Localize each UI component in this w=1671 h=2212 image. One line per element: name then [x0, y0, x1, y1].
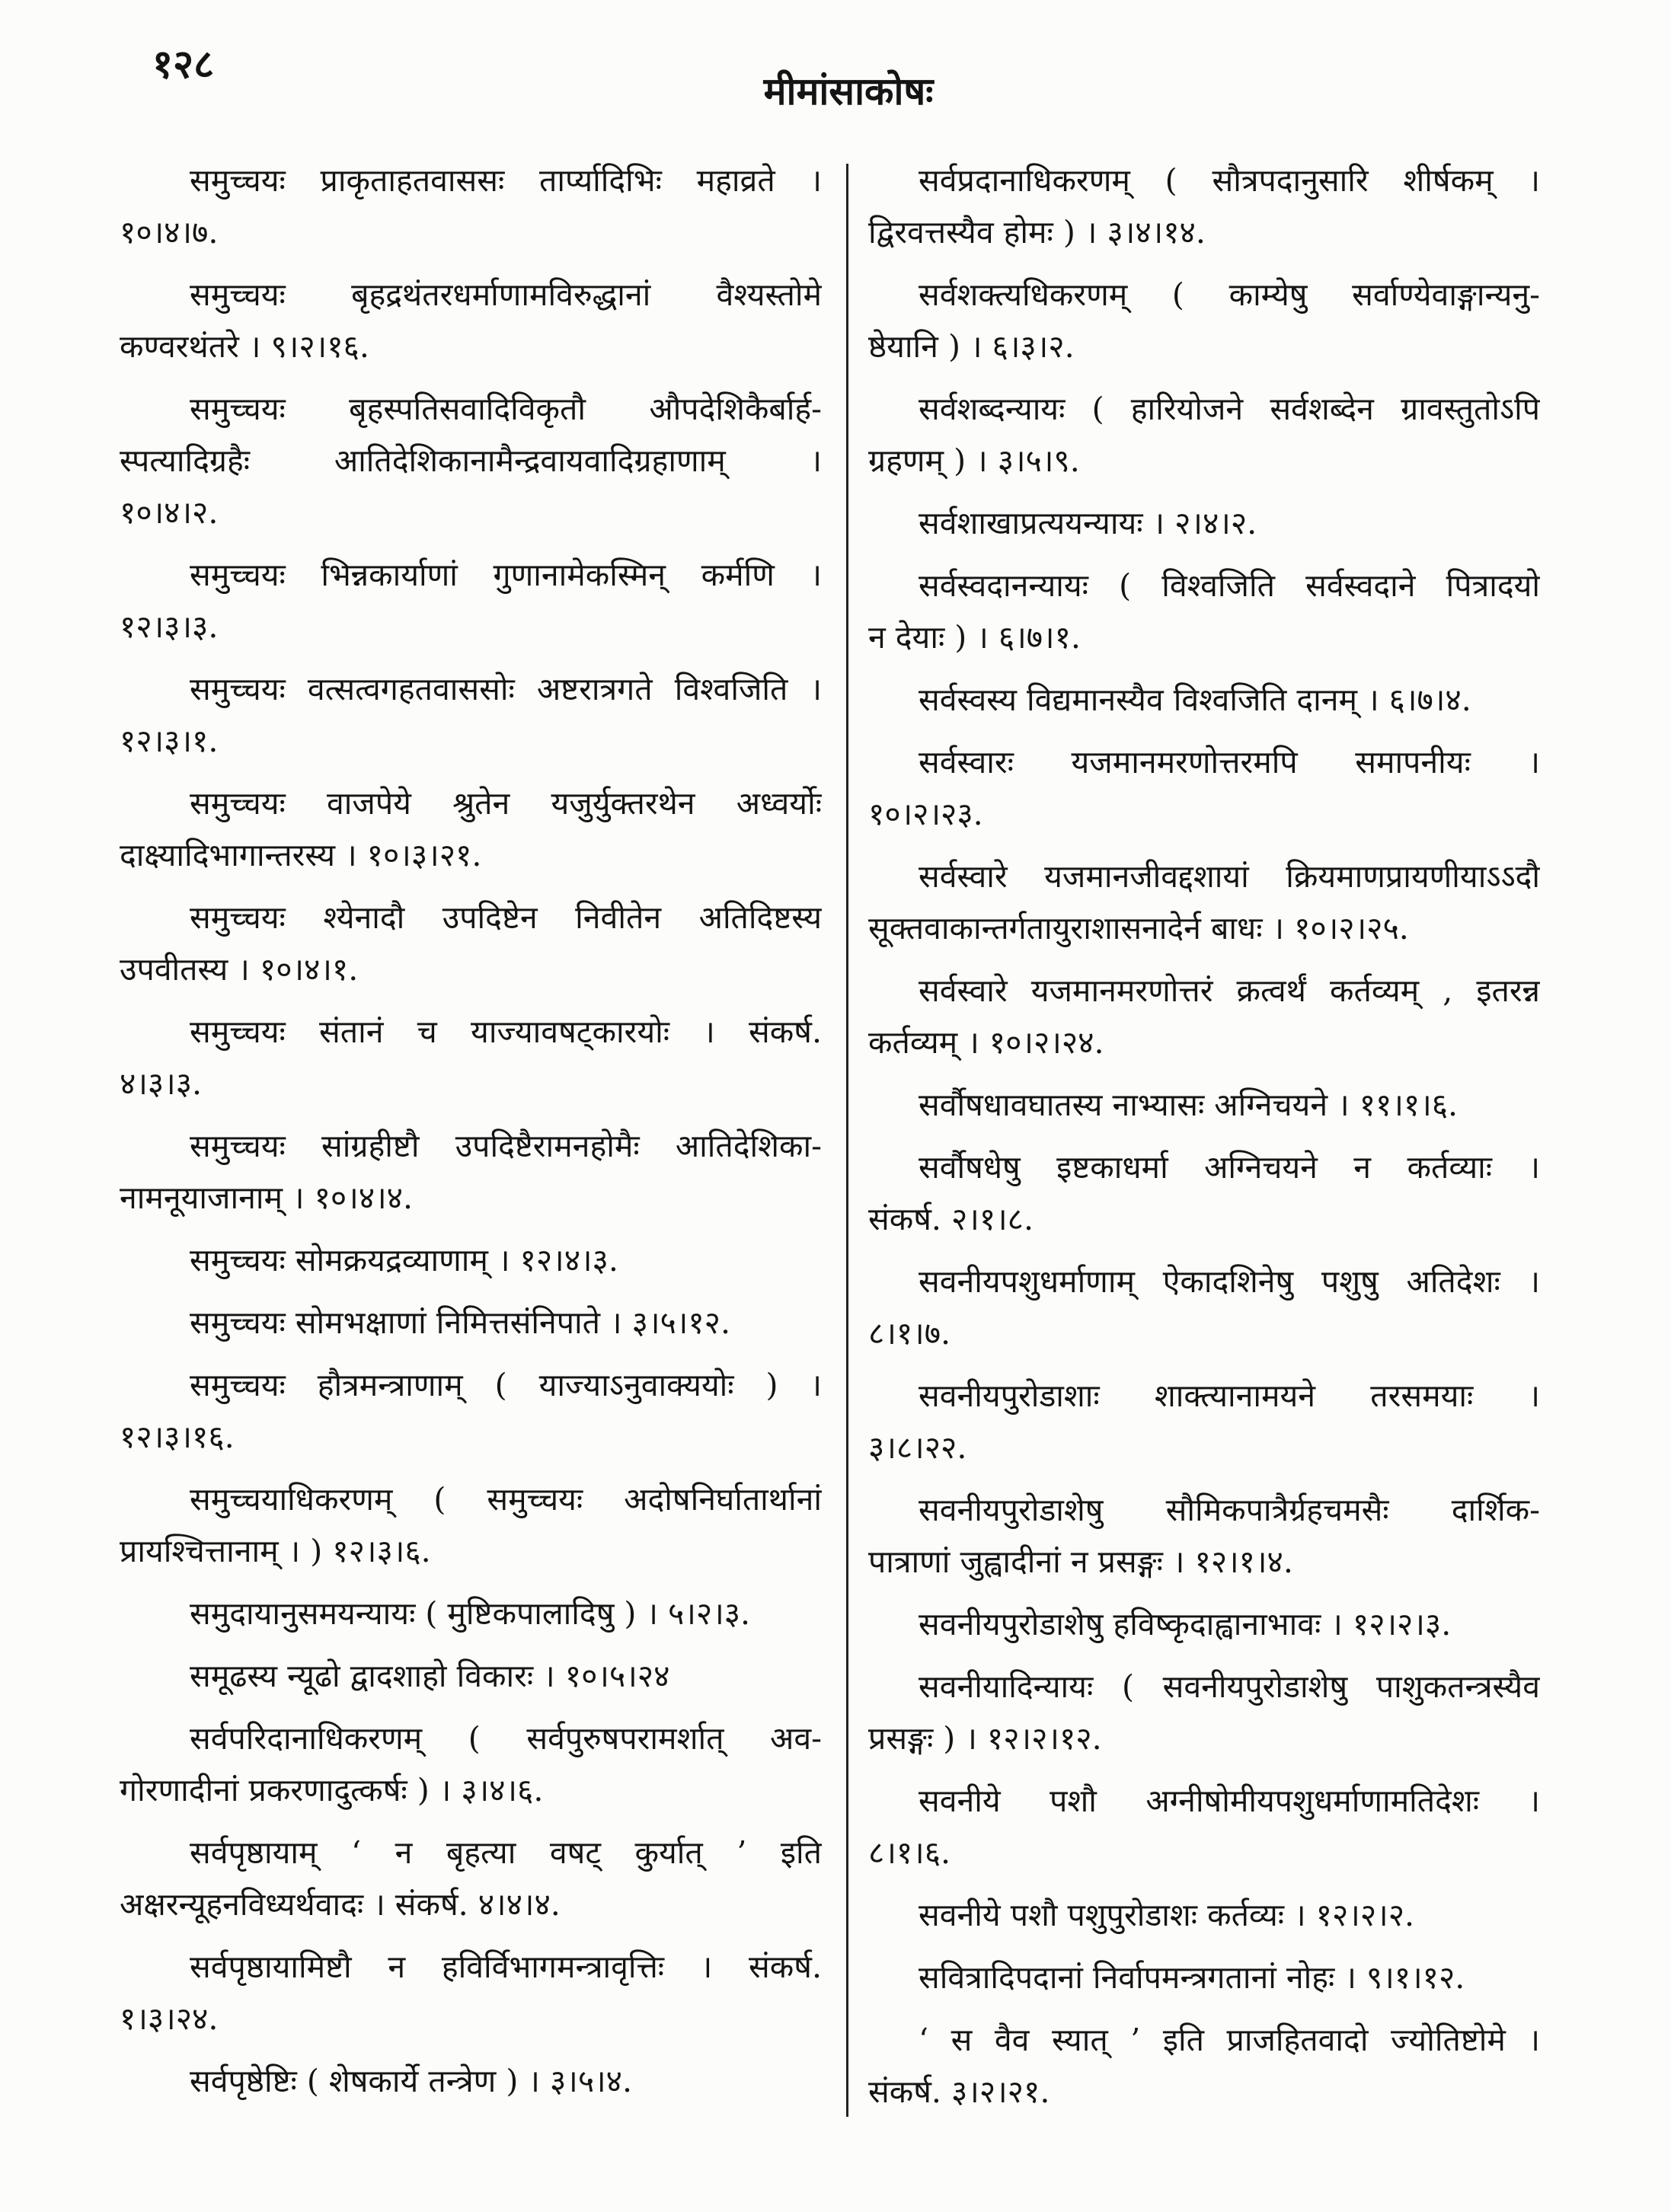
- entry: [868, 965, 1540, 1068]
- entry-line: सर्वशाखाप्रत्ययन्यायः । २।४।२.: [919, 505, 1257, 541]
- entry-line: सर्वपृष्ठायामिष्टौ न हविर्विभागमन्त्रावृत्तिः । संकर्ष.: [190, 1949, 822, 1985]
- entry-line: समुच्चयः बृहस्पतिसवादिविकृतौ औपदेशिकैर्बार्ह-: [190, 391, 822, 427]
- entry: [120, 1006, 822, 1109]
- column-divider: [846, 164, 848, 2117]
- entry: [120, 1941, 822, 2044]
- entry: [120, 1473, 822, 1577]
- entry-line: सर्वपरिदानाधिकरणम् ( सर्वपुरुषपरामर्शात् अव-: [190, 1720, 822, 1757]
- entry-line: उपवीतस्य । १०।४।१.: [120, 951, 359, 988]
- entry-line: सवनीयादिन्यायः ( सवनीयपुरोडाशेषु पाशुकतन्त्रस्यैव: [919, 1668, 1540, 1705]
- entry: [120, 663, 822, 767]
- entry-line: १।३।२४.: [120, 2000, 219, 2037]
- entry-line: प्रायश्चित्तानाम् । ) १२।३।६.: [120, 1533, 431, 1569]
- entry-line: पात्राणां जुह्वादीनां न प्रसङ्गः । १२।१।४.: [868, 1543, 1293, 1580]
- entry: [868, 1889, 1540, 1941]
- entry-line: प्रसङ्गः ) । १२।२।१२.: [868, 1720, 1102, 1757]
- entry-line: समुच्चयः श्येनादौ उपदिष्टेन निवीतेन अतिदिष्टस्य: [190, 899, 822, 936]
- entry-line: नामनूयाजानाम् । १०।४।४.: [120, 1179, 413, 1216]
- entry-line: समुच्चयः सोमभक्षाणां निमित्तसंनिपाते । ३।५।१२.: [190, 1304, 731, 1341]
- entry-line: ३।८।२२.: [868, 1429, 967, 1466]
- entry-line: द्विरवत्तस्यैव होमः ) । ३।४।१४.: [868, 214, 1206, 251]
- entry-line: ‘ स वैव स्यात् ’ इति प्राजहितवादो ज्योतिष्टोमे ।: [919, 2022, 1540, 2058]
- entry-line: समुच्चयः सोमक्रयद्रव्याणाम् । १२।४।३.: [190, 1242, 618, 1278]
- entry: [120, 892, 822, 995]
- entry-line: १२।३।३.: [120, 608, 219, 645]
- entry: [868, 1141, 1540, 1245]
- entry-line: सूक्तवाकान्तर्गतायुराशासनादेर्न बाधः । १०।२।२५.: [868, 910, 1409, 946]
- entry: [868, 1775, 1540, 1878]
- entry-line: संकर्ष. ३।२।२१.: [868, 2073, 1050, 2110]
- entry-line: समुच्चयाधिकरणम् ( समुच्चयः अदोषनिर्घातार्थानां: [190, 1481, 822, 1518]
- entry-line: सवनीये पशौ अग्नीषोमीयपशुधर्माणामतिदेशः ।: [919, 1783, 1540, 1819]
- left-column: [120, 155, 822, 2118]
- entry-line: सर्वशक्त्यधिकरणम् ( काम्येषु सर्वाण्येवाङ्गान्यनु-: [919, 276, 1540, 313]
- entry-line: समुच्चयः भिन्नकार्याणां गुणानामेकस्मिन् कर्मणि ।: [190, 557, 822, 593]
- entry-line: समुच्चयः वाजपेये श्रुतेन यजुर्युक्तरथेन अध्वर्योः: [190, 785, 822, 822]
- entry-line: १२।३।१.: [120, 723, 219, 759]
- entry: [120, 155, 822, 258]
- entry-line: सवनीयपुरोडाशाः शाक्त्यानामयने तरसमयाः ।: [919, 1377, 1540, 1414]
- entry-line: कण्वरथंतरे । ९।२।१६.: [120, 328, 369, 365]
- entry-line: न देयाः ) । ६।७।१.: [868, 619, 1081, 656]
- entry: [868, 1256, 1540, 1359]
- entry-line: सवनीयपुरोडाशेषु हविष्कृदाह्वानाभावः । १२।२।३.: [919, 1606, 1452, 1642]
- entry: [868, 674, 1540, 726]
- entry-line: ८।१।७.: [868, 1315, 951, 1352]
- entry-line: सर्वस्वदानन्यायः ( विश्वजिति सर्वस्वदाने पित्रादयो: [919, 567, 1540, 604]
- entry-line: सर्वौषधावघातस्य नाभ्यासः अग्निचयने । ११।१।६.: [919, 1087, 1459, 1123]
- entry-line: १०।४।२.: [120, 494, 219, 531]
- entry: [868, 736, 1540, 840]
- entry: [868, 1661, 1540, 1764]
- entry-line: सर्वशब्दन्यायः ( हारियोजने सर्वशब्देन ग्रावस्तुतोऽपि: [919, 391, 1540, 427]
- entry: [120, 383, 822, 538]
- entry-line: समूढस्य न्यूढो द्वादशाहो विकारः । १०।५।२४: [190, 1658, 670, 1694]
- entry: [868, 2014, 1540, 2118]
- entry: [120, 2055, 822, 2107]
- right-column: [868, 155, 1540, 2128]
- entry: [120, 1650, 822, 1702]
- entry-line: समुच्चयः वत्सत्वगहतवाससोः अष्टरात्रगते विश्वजिति ।: [190, 671, 822, 707]
- entry-line: १०।२।२३.: [868, 796, 983, 832]
- entry: [868, 1370, 1540, 1473]
- entry-line: समुदायानुसमयन्यायः ( मुष्टिकपालादिषु ) । ५।२।३.: [190, 1595, 751, 1632]
- entry: [120, 777, 822, 881]
- entry: [868, 1598, 1540, 1650]
- entry: [868, 1079, 1540, 1131]
- page-number: १२८: [152, 41, 215, 88]
- entry-line: गोरणादीनां प्रकरणादुत्कर्षः ) । ३।४।६.: [120, 1772, 544, 1808]
- entry: [120, 549, 822, 653]
- entry: [868, 383, 1540, 487]
- entry: [868, 497, 1540, 549]
- entry-line: ८।१।६.: [868, 1834, 951, 1871]
- entry-line: समुच्चयः बृहद्रथंतरधर्माणामविरुद्धानां वैश्यस्तोमे: [190, 276, 822, 313]
- entry-line: सर्वौषधेषु इष्टकाधर्मा अग्निचयने न कर्तव्याः ।: [919, 1149, 1540, 1186]
- entry-line: संकर्ष. २।१।८.: [868, 1201, 1034, 1237]
- entry: [120, 1297, 822, 1349]
- entry: [868, 560, 1540, 663]
- entry-line: ४।३।३.: [120, 1065, 203, 1102]
- entry-line: ग्रहणम् ) । ३।५।९.: [868, 442, 1080, 479]
- entry: [120, 269, 822, 372]
- entry: [120, 1827, 822, 1930]
- entry: [868, 851, 1540, 954]
- entry: [868, 1952, 1540, 2003]
- entry: [868, 269, 1540, 372]
- entry-line: समुच्चयः प्राकृताहतवाससः तार्प्यादिभिः महाव्रते ।: [190, 162, 822, 199]
- entry-line: कर्तव्यम् । १०।२।२४.: [868, 1024, 1104, 1061]
- entry: [120, 1359, 822, 1463]
- entry-line: दाक्ष्यादिभागान्तरस्य । १०।३।२१.: [120, 837, 482, 873]
- entry-line: सवनीयपुरोडाशेषु सौमिकपात्रैर्ग्रहचमसैः दार्शिक-: [919, 1492, 1540, 1528]
- entry-line: सर्वस्वारः यजमानमरणोत्तरमपि समापनीयः ।: [919, 744, 1540, 780]
- entry-line: समुच्चयः हौत्रमन्त्राणाम् ( याज्याऽनुवाक्ययोः ) ।: [190, 1367, 822, 1403]
- entry: [120, 1234, 822, 1286]
- entry: [120, 1120, 822, 1224]
- entry-line: अक्षरन्यूहनविध्यर्थवादः । संकर्ष. ४।४।४.: [120, 1886, 561, 1923]
- entry-line: समुच्चयः संतानं च याज्यावषट्कारयोः । संकर्ष.: [190, 1013, 822, 1050]
- entry-line: १२।३।१६.: [120, 1419, 235, 1455]
- entry-line: सवनीये पशौ पशुपुरोडाशः कर्तव्यः । १२।२।२.: [919, 1897, 1415, 1933]
- entry: [120, 1588, 822, 1639]
- entry-line: समुच्चयः सांग्रहीष्टौ उपदिष्टैरामनहोमैः आतिदेशिका-: [190, 1128, 822, 1164]
- entry-line: सवित्रादिपदानां निर्वापमन्त्रगतानां नोहः । ९।१।१२.: [919, 1959, 1465, 1996]
- entry-line: ष्ठेयानि ) । ६।३।२.: [868, 328, 1075, 365]
- entry-line: सवनीयपशुधर्माणाम् ऐकादशिनेषु पशुषु अतिदेशः ।: [919, 1263, 1540, 1300]
- entry-line: सर्वपृष्ठेष्टिः ( शेषकार्ये तन्त्रेण ) । ३।५।४.: [190, 2063, 633, 2099]
- entry-line: सर्वस्वारे यजमानमरणोत्तरं क्रत्वर्थं कर्तव्यम् , इतरन्न: [919, 972, 1540, 1009]
- page-title: मीमांसाकोषः: [763, 69, 934, 113]
- entry: [120, 1712, 822, 1816]
- entry: [868, 155, 1540, 258]
- entry-line: स्पत्यादिग्रहैः आतिदेशिकानामैन्द्रवायवादिग्रहाणाम् ।: [120, 442, 822, 479]
- entry-line: सर्वप्रदानाधिकरणम् ( सौत्रपदानुसारि शीर्षकम् ।: [919, 162, 1540, 199]
- entry-line: सर्वपृष्ठायाम् ‘ न बृहत्या वषट् कुर्यात् ’ इति: [190, 1834, 822, 1871]
- entry-line: १०।४।७.: [120, 214, 219, 251]
- entry-line: सर्वस्वस्य विद्यमानस्यैव विश्वजिति दानम् । ६।७।४.: [919, 681, 1471, 718]
- entry: [868, 1484, 1540, 1588]
- entry-line: सर्वस्वारे यजमानजीवद्दशायां क्रियमाणप्रायणीयाऽऽदौ: [919, 858, 1540, 895]
